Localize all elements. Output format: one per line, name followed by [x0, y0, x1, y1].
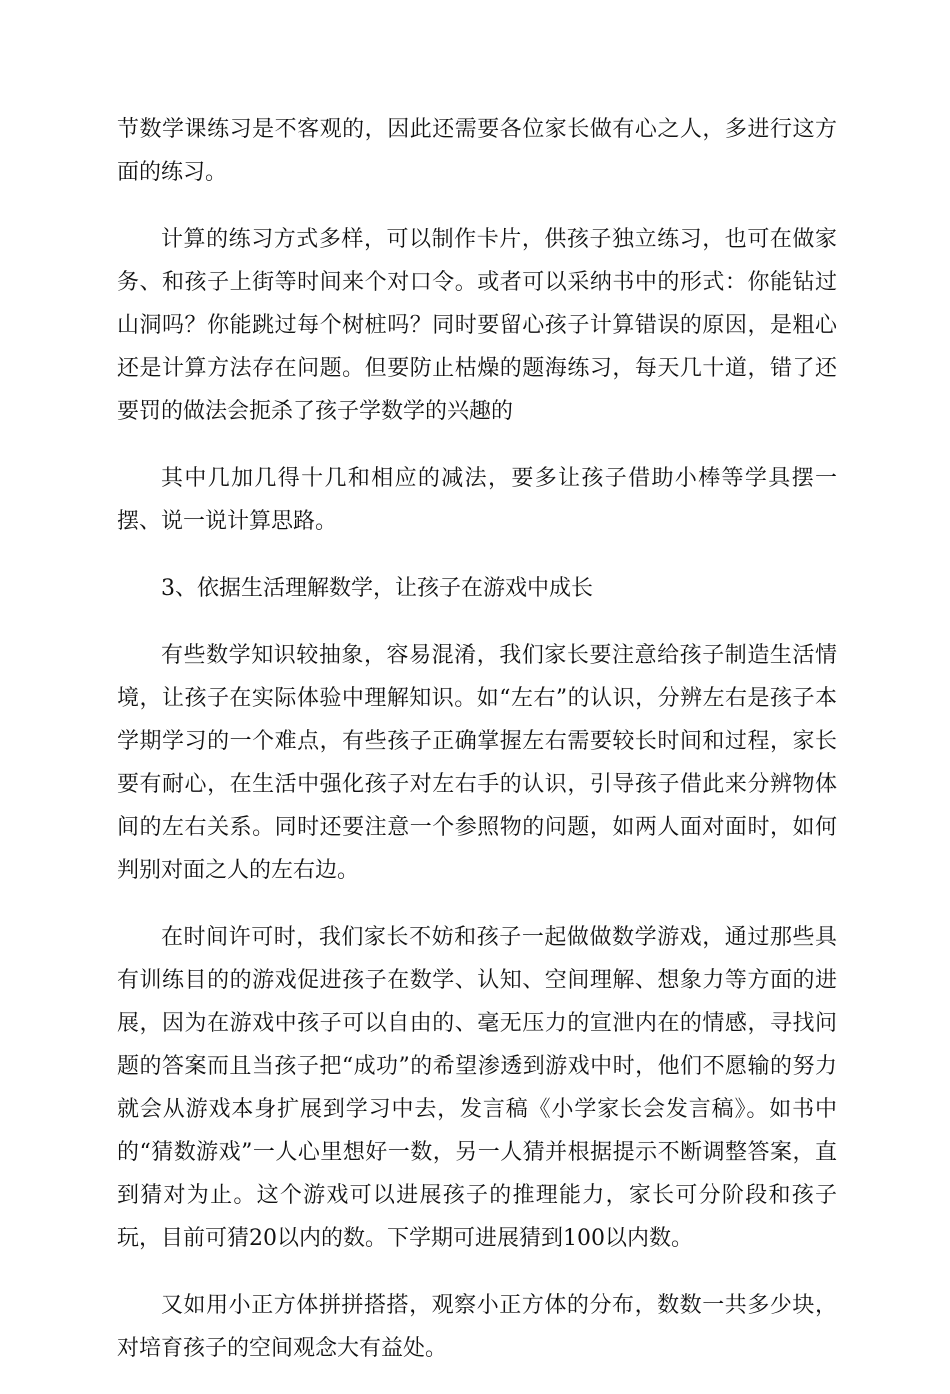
- paragraph-math-games: 在时间许可时，我们家长不妨和孩子一起做做数学游戏，通过那些具有训练目的的游戏促进孩子在数学、认知、空间理解、想象力等方面的进展，因为在游戏中孩子可以自由的、毫无压力的宣泄内在的情感，寻找问题的答案而且当孩子把“成功”的希望渗透到游戏中时，他们不愿输的努力就会从游戏本身扩展到学习中去，发言稿《小学家长会发言稿》。如书中的“猜数游戏”一人心里想好一数，另一人猜并根据提示不断调整答案，直到猜对为止。这个游戏可以进展孩子的推理能力，家长可分阶段和孩子玩，目前可猜20以内的数。下学期可进展猜到100以内数。: [117, 925, 837, 1251]
- paragraph-calculation-practice: 计算的练习方式多样，可以制作卡片，供孩子独立练习，也可在做家务、和孩子上街等时间来个对口令。或者可以采纳书中的形式：你能钻过山洞吗？你能跳过每个树桩吗？同时要留心孩子计算错误的原因，是粗心还是计算方法存在问题。但要防止枯燥的题海练习，每天几十道，错了还要罚的做法会扼杀了孩子学数学的兴趣的: [117, 227, 837, 424]
- document-body: [117, 108, 837, 1394]
- paragraph-addition-subtraction: 其中几加几得十几和相应的减法，要多让孩子借助小棒等学具摆一摆、说一说计算思路。: [117, 466, 837, 534]
- paragraph-cube-building: 又如用小正方体拼拼搭搭，观察小正方体的分布，数数一共多少块，对培育孩子的空间观念大有益处。: [117, 1293, 837, 1361]
- paragraph-continuation: 节数学课练习是不客观的，因此还需要各位家长做有心之人，多进行这方面的练习。: [117, 117, 837, 185]
- paragraph-life-context: 有些数学知识较抽象，容易混淆，我们家长要注意给孩子制造生活情境，让孩子在实际体验中理解知识。如“左右”的认识，分辨左右是孩子本学期学习的一个难点，有些孩子正确掌握左右需要较长时间和过程，家长要有耐心，在生活中强化孩子对左右手的认识，引导孩子借此来分辨物体间的左右关系。同时还要注意一个参照物的问题，如两人面对面时，如何判别对面之人的左右边。: [117, 643, 837, 883]
- section-heading-3: 3、依据生活理解数学，让孩子在游戏中成长: [161, 576, 593, 601]
